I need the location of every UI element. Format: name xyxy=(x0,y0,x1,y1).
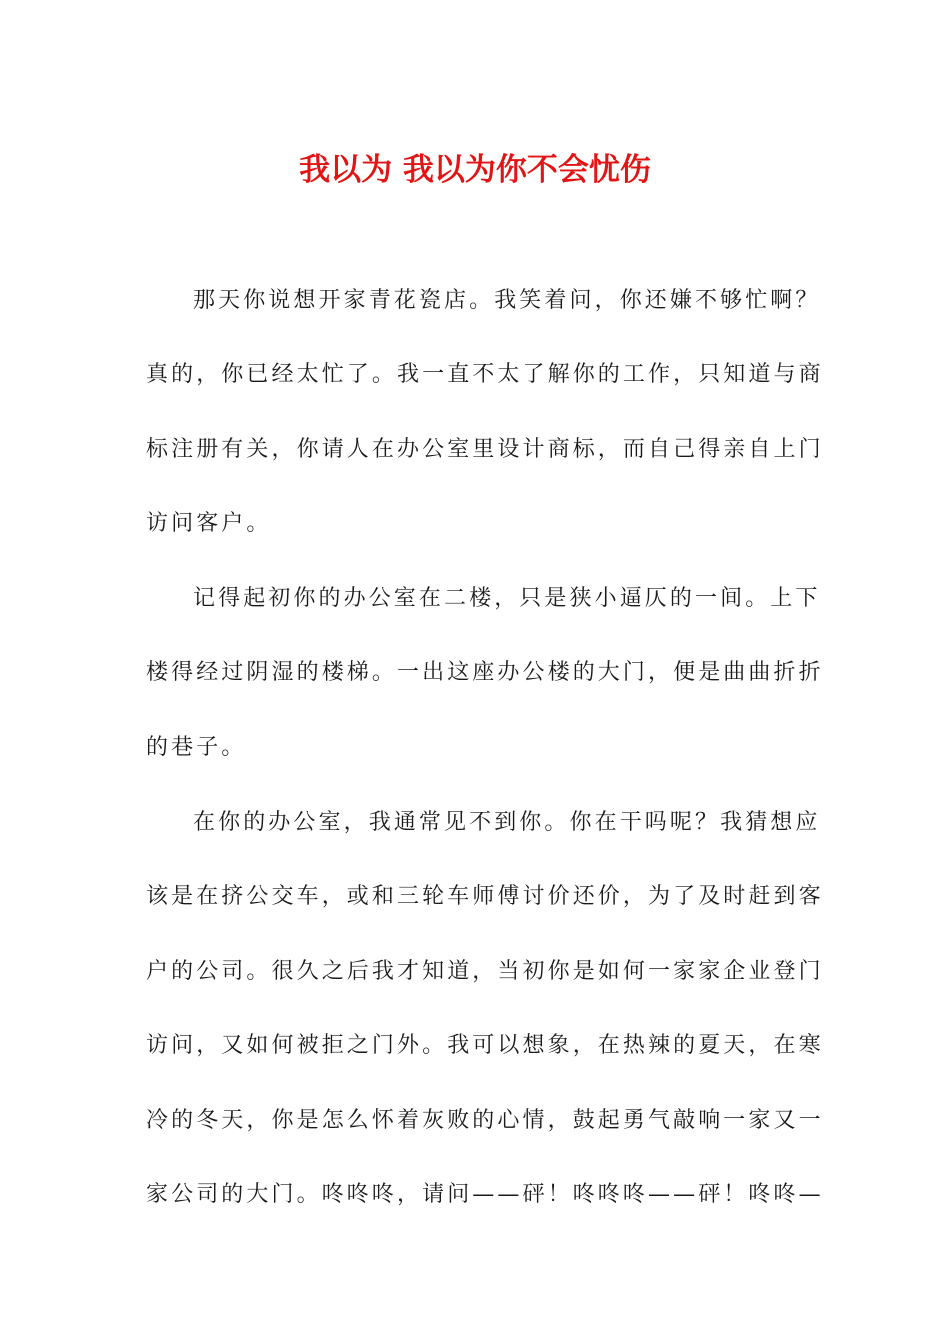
paragraph-3-line-5: 冷的冬天，你是怎么怀着灰败的心情，鼓起勇气敲响一家又一 xyxy=(146,1108,824,1133)
paragraph-2-line-1: 记得起初你的办公室在二楼，只是狭小逼仄的一间。上下 xyxy=(193,586,821,611)
paragraph-1-line-2: 真的，你已经太忙了。我一直不太了解你的工作，只知道与商 xyxy=(146,362,824,387)
paragraph-1-line-3: 标注册有关，你请人在办公室里设计商标，而自己得亲自上门 xyxy=(146,437,824,462)
paragraph-3-line-6: 家公司的大门。咚咚咚，请问——砰！咚咚咚——砰！咚咚— xyxy=(146,1182,824,1207)
paragraph-2-line-2: 楼得经过阴湿的楼梯。一出这座办公楼的大门，便是曲曲折折 xyxy=(146,660,824,685)
paragraph-1-line-1: 那天你说想开家青花瓷店。我笑着问，你还嫌不够忙啊？ xyxy=(193,288,821,313)
paragraph-3-line-4: 访问，又如何被拒之门外。我可以想象，在热辣的夏天，在寒 xyxy=(146,1033,824,1058)
paragraph-3-line-3: 户的公司。很久之后我才知道，当初你是如何一家家企业登门 xyxy=(146,959,824,984)
paragraph-3-line-1: 在你的办公室，我通常见不到你。你在干吗呢？我猜想应 xyxy=(193,810,821,835)
paragraph-2-line-3: 的巷子。 xyxy=(146,735,247,760)
paragraph-1-line-4: 访问客户。 xyxy=(146,511,272,536)
paragraph-3-line-2: 该是在挤公交车，或和三轮车师傅讨价还价，为了及时赶到客 xyxy=(146,884,824,909)
document-title: 我以为 我以为你不会忧伤 xyxy=(299,152,651,188)
